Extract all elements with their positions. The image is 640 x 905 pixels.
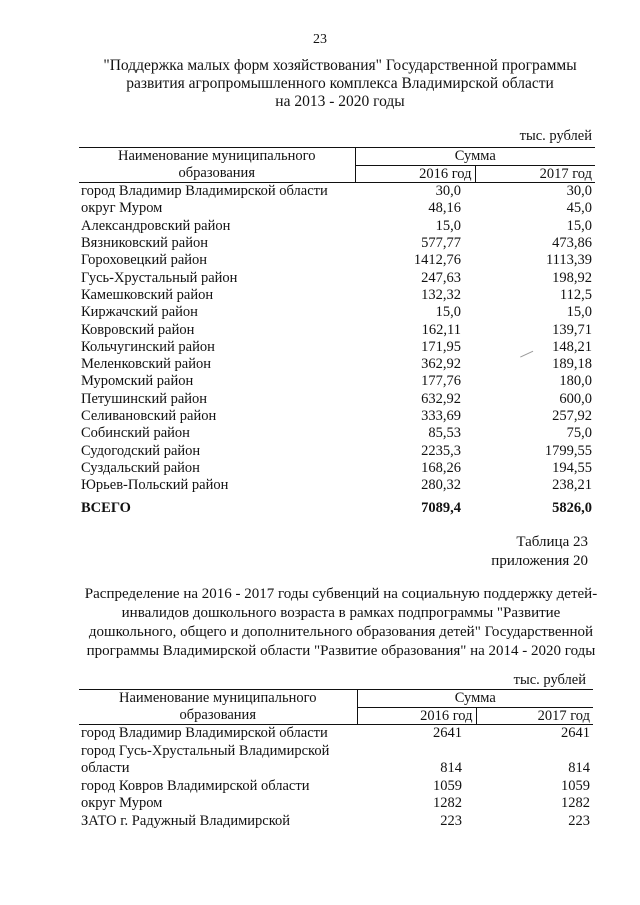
row-value-2016: 15,0 — [435, 304, 461, 321]
table-row — [79, 269, 595, 286]
table-row — [79, 304, 595, 321]
header-name-line2: образования — [178, 165, 255, 181]
row-name: Ковровский район — [81, 321, 195, 338]
row-name: город Гусь-Хрустальный Владимирской — [81, 742, 330, 759]
row-value-2017: 112,5 — [559, 286, 592, 303]
section2-title-line: Распределение на 2016 - 2017 годы субвенций на социальную поддержку детей- — [84, 586, 598, 602]
table-row — [79, 183, 595, 201]
section1-title-line: развития агропромышленного комплекса Владимирской области — [126, 75, 554, 92]
header-year-2016: 2016 год — [355, 165, 475, 183]
row-value-2016: 162,11 — [421, 321, 461, 338]
table-row — [79, 725, 593, 743]
row-value-2017 — [476, 743, 593, 761]
row-value-2017: 257,92 — [552, 408, 592, 424]
row-value-2016: 1412,76 — [413, 252, 461, 269]
table-label-line2: приложения 20 — [491, 553, 588, 569]
row-name: Меленковский район — [81, 356, 211, 373]
row-value-2016: 171,95 — [421, 338, 461, 355]
row-value-2016: 132,32 — [421, 286, 461, 303]
table-label-line1: Таблица 23 — [516, 534, 588, 550]
row-name: город Владимир Владимирской области — [81, 183, 328, 200]
row-value-2016: 814 — [440, 760, 462, 777]
row-value-2016: 2641 — [433, 725, 462, 742]
header-sum: Сумма — [355, 148, 595, 166]
table-row — [79, 760, 593, 778]
row-value-2017: 1113,39 — [545, 252, 592, 269]
row-value-2016: 2235,3 — [421, 442, 461, 459]
row-value-2017: 189,18 — [552, 356, 592, 373]
header-name — [79, 690, 357, 725]
section1-title-line: "Поддержка малых форм хозяйствования" Государственной программы — [103, 57, 577, 74]
row-name: области — [81, 760, 130, 777]
row-value-2016: 333,69 — [421, 408, 461, 424]
section2-title-line: инвалидов дошкольного возраста в рамках подпрограммы "Развитие — [121, 605, 561, 621]
table-row — [79, 218, 595, 235]
table-row — [79, 442, 595, 459]
row-name: Вязниковский район — [81, 235, 208, 252]
row-value-2016: 280,32 — [421, 477, 461, 494]
row-value-2017: 223 — [568, 812, 590, 829]
row-name: Камешковский район — [81, 286, 214, 303]
row-value-2017: 814 — [568, 760, 590, 777]
row-name: округ Муром — [81, 200, 163, 217]
table-row — [79, 408, 595, 425]
subsidy-table-2 — [79, 689, 593, 830]
row-value-2017: 473,86 — [552, 235, 592, 252]
row-value-2017: 600,0 — [559, 390, 592, 407]
row-name: Кольчугинский район — [81, 338, 215, 355]
table-row — [79, 339, 595, 356]
row-name: Юрьев-Польский район — [81, 477, 229, 494]
table-row — [79, 743, 593, 761]
row-value-2017: 148,21 — [552, 338, 592, 355]
header-name-line2: образования — [179, 707, 256, 723]
row-value-2016: 168,26 — [421, 459, 461, 476]
row-value-2017: 139,71 — [552, 321, 592, 338]
table-row — [79, 391, 595, 408]
row-value-2017: 15,0 — [566, 217, 592, 234]
row-value-2017: 1059 — [561, 777, 590, 794]
row-value-2017: 1799,55 — [544, 442, 592, 459]
row-value-2017: 238,21 — [552, 477, 592, 494]
row-value-2016: 85,53 — [428, 425, 461, 442]
row-value-2016: 223 — [440, 812, 462, 829]
page-number: 23 — [313, 32, 327, 47]
row-name: Петушинский район — [81, 390, 208, 407]
row-value-2016: 30,0 — [435, 183, 461, 200]
row-value-2017: 1282 — [561, 795, 590, 812]
row-value-2017: 198,92 — [552, 269, 592, 286]
header-year-2017: 2017 год — [475, 165, 595, 183]
header-year-2016: 2016 год — [357, 707, 476, 725]
table-row — [79, 373, 595, 390]
row-value-2016: 48,16 — [428, 200, 461, 217]
table-row — [79, 778, 593, 796]
row-name: Александровский район — [81, 217, 231, 234]
table-row — [79, 321, 595, 338]
header-sum: Сумма — [357, 690, 593, 708]
subsidy-table-1 — [79, 147, 595, 518]
total-value-2017: 5826,0 — [552, 500, 592, 517]
row-name: Собинский район — [81, 425, 190, 442]
row-value-2016: 362,92 — [421, 356, 461, 373]
table-row — [79, 200, 595, 217]
row-name: ЗАТО г. Радужный Владимирской — [81, 812, 291, 829]
section1-title — [60, 57, 620, 111]
section2-title-line: программы Владимирской области "Развитие образования" на 2014 - 2020 годы — [86, 643, 596, 659]
total-value-2016: 7089,4 — [421, 500, 461, 517]
table-row — [79, 795, 593, 813]
row-name: Селивановский район — [81, 408, 217, 424]
table-row — [79, 235, 595, 252]
row-value-2017: 2641 — [561, 725, 590, 742]
table-label — [400, 533, 588, 571]
total-name: ВСЕГО — [81, 500, 131, 517]
table-row — [79, 477, 595, 494]
row-name: Гусь-Хрустальный район — [81, 269, 238, 286]
row-value-2017: 180,0 — [559, 373, 592, 390]
section2-units: тыс. рублей — [513, 672, 586, 688]
row-name: Муромский район — [81, 373, 194, 390]
row-name: Гороховецкий район — [81, 252, 208, 269]
row-name: Суздальский район — [81, 459, 200, 476]
section1-title-line: на 2013 - 2020 годы — [275, 93, 405, 110]
row-value-2016: 177,76 — [421, 373, 461, 390]
row-value-2017: 30,0 — [566, 183, 592, 200]
header-name-line1: Наименование муниципального — [119, 690, 317, 706]
table-row — [79, 287, 595, 304]
row-value-2016: 1059 — [433, 777, 462, 794]
row-value-2016: 247,63 — [421, 269, 461, 286]
row-value-2016: 577,77 — [421, 235, 461, 252]
section1-units: тыс. рублей — [519, 128, 592, 144]
row-value-2017: 194,55 — [552, 459, 592, 476]
row-name: город Ковров Владимирской области — [81, 777, 310, 794]
header-name — [79, 148, 355, 183]
row-value-2017: 15,0 — [566, 304, 592, 321]
section2-title-line: дошкольного, общего и дополнительного образования детей" Государственной — [88, 624, 594, 640]
table-row — [79, 356, 595, 373]
row-name: округ Муром — [81, 795, 163, 812]
table-row — [79, 813, 593, 831]
table-row — [79, 460, 595, 477]
total-row — [79, 494, 595, 517]
row-value-2017: 45,0 — [566, 200, 592, 217]
header-year-2017: 2017 год — [476, 707, 593, 725]
row-value-2016: 632,92 — [421, 390, 461, 407]
row-name: город Владимир Владимирской области — [81, 725, 328, 742]
table-row — [79, 425, 595, 442]
table-row — [79, 252, 595, 269]
row-name: Судогодский район — [81, 442, 201, 459]
section2-title — [55, 585, 627, 661]
row-name: Киржачский район — [81, 304, 198, 321]
row-value-2016 — [357, 743, 476, 761]
row-value-2016: 1282 — [433, 795, 462, 812]
row-value-2017: 75,0 — [566, 425, 592, 442]
header-name-line1: Наименование муниципального — [118, 148, 316, 164]
row-value-2016: 15,0 — [435, 217, 461, 234]
